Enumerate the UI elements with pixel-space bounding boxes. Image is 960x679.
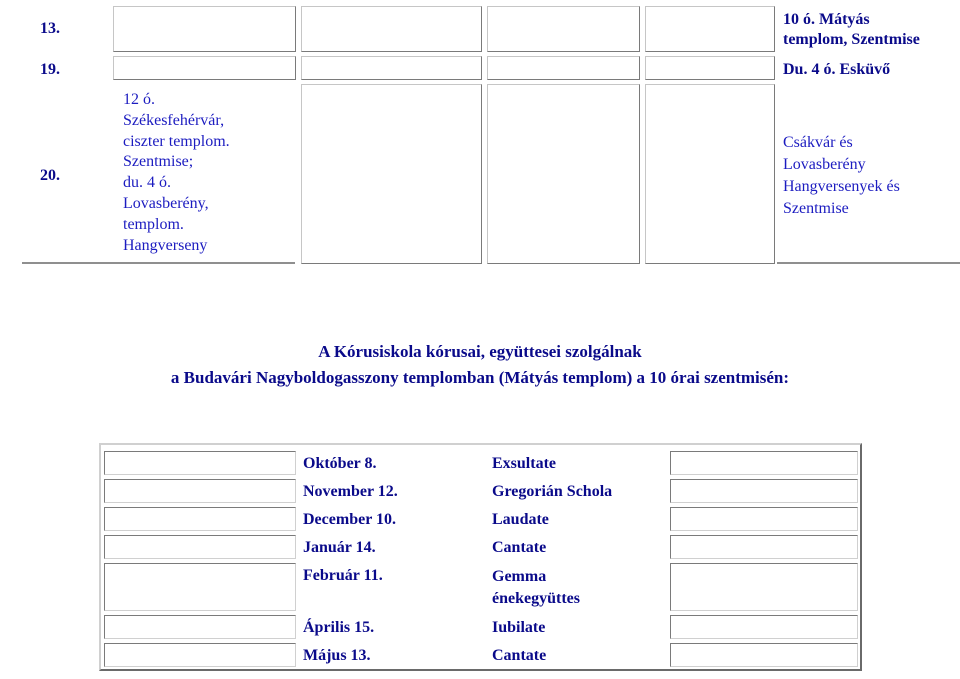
cell-19-c	[487, 56, 640, 80]
blank-cell	[670, 535, 858, 559]
blank-cell	[670, 615, 858, 639]
blank-cell	[104, 507, 296, 531]
date-cell: Október 8.	[303, 455, 377, 472]
day-19: 19.	[40, 61, 60, 78]
cell-20-b	[301, 84, 482, 264]
blank-cell	[104, 563, 296, 611]
blank-cell	[104, 479, 296, 503]
cell-19-a	[113, 56, 296, 80]
date-cell: Január 14.	[303, 539, 376, 556]
choir-cell: Iubilate	[492, 619, 546, 636]
date-cell: Május 13.	[303, 647, 371, 664]
date-cell: November 12.	[303, 483, 398, 500]
event-19: Du. 4 ó. Esküvő	[783, 61, 891, 78]
date-cell: Február 11.	[303, 567, 383, 584]
cell-13-a	[113, 6, 296, 52]
cell-20-d	[645, 84, 775, 264]
date-cell: December 10.	[303, 511, 396, 528]
blank-cell	[104, 535, 296, 559]
cell-19-d	[645, 56, 775, 80]
choir-cell: Cantate	[492, 647, 547, 664]
blank-cell	[670, 479, 858, 503]
cell-13-b	[301, 6, 482, 52]
blank-cell	[104, 451, 296, 475]
blank-cell	[670, 451, 858, 475]
choir-cell: Exsultate	[492, 455, 556, 472]
choir-cell: Cantate	[492, 539, 547, 556]
choir-cell: Gregorián Schola	[492, 483, 613, 500]
choir-cell: Gemma énekegyüttes	[492, 568, 580, 607]
choir-cell: Laudate	[492, 511, 549, 528]
date-cell: Április 15.	[303, 619, 375, 636]
event-20-left: 12 ó. Székesfehérvár, ciszter templom. Szentmise; du. 4 ó. Lovasberény, templom. Hangverseny	[123, 91, 230, 254]
event-13: 10 ó. Mátyás templom, Szentmise	[783, 11, 920, 48]
event-20-right: Csákvár és Lovasberény Hangversenyek és Szentmise	[783, 134, 900, 217]
blank-cell	[670, 643, 858, 667]
blank-cell	[104, 643, 296, 667]
announcement-line-1: A Kórusiskola kórusai, együttesei szolgálnak	[318, 342, 642, 361]
blank-cell	[670, 507, 858, 531]
day-20: 20.	[40, 167, 60, 184]
cell-19-b	[301, 56, 482, 80]
cell-13-d	[645, 6, 775, 52]
announcement-line-2: a Budavári Nagyboldogasszony templomban (Mátyás templom) a 10 órai szentmisén:	[170, 368, 790, 387]
day-13: 13.	[40, 20, 60, 37]
cell-20-c	[487, 84, 640, 264]
blank-cell	[104, 615, 296, 639]
row-separator	[777, 262, 960, 264]
row-separator	[22, 262, 295, 264]
blank-cell	[670, 563, 858, 611]
cell-13-c	[487, 6, 640, 52]
